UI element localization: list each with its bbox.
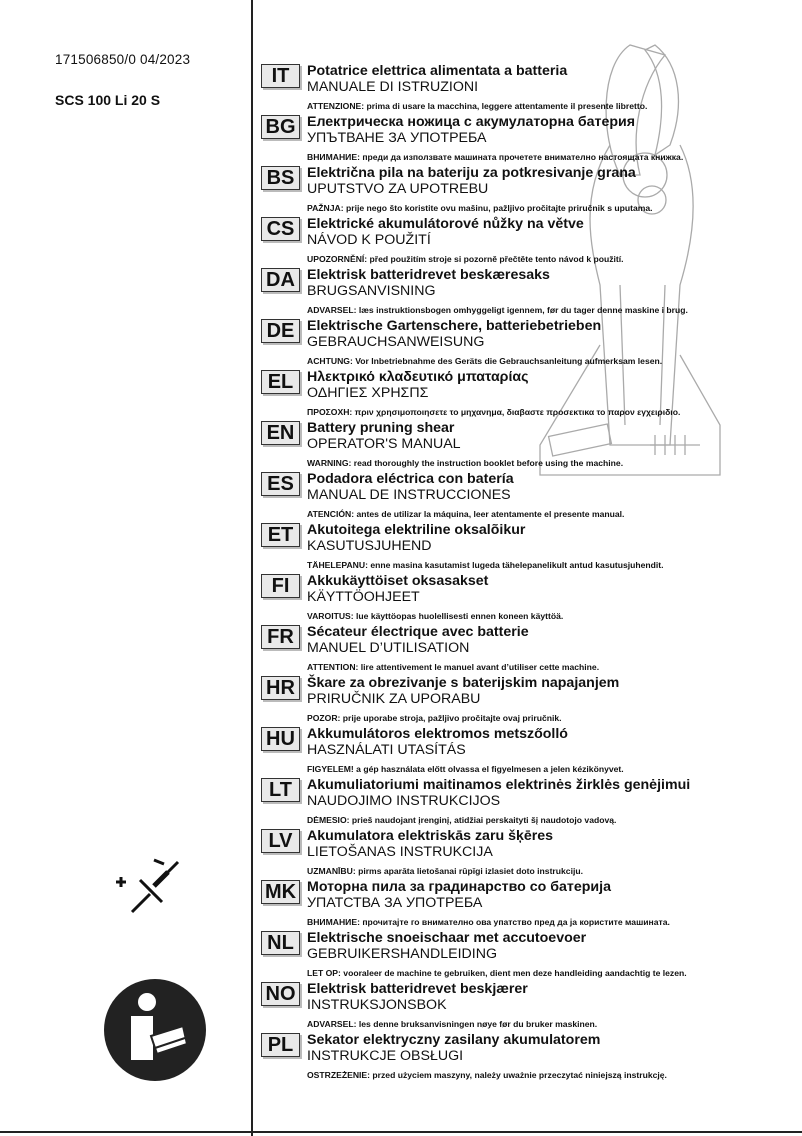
product-title: Akkumulátoros elektromos metszőolló (307, 726, 568, 742)
language-block-no (261, 980, 741, 1030)
manual-subtitle: УПАТСТВА ЗА УПОТРЕБА (307, 895, 483, 911)
product-title: Battery pruning shear (307, 420, 455, 436)
warning-text: TÄHELEPANU: enne masina kasutamist lugeda tähelepanelikult antud kasutusjuhendit. (307, 560, 664, 570)
manual-subtitle: УПЪТВАНЕ ЗА УПОТРЕБА (307, 130, 487, 146)
language-block-lt (261, 776, 741, 826)
language-code-badge: MK (261, 880, 300, 904)
language-code-badge: BG (261, 115, 300, 139)
language-code-badge: ES (261, 472, 300, 496)
manual-subtitle: NÁVOD K POUŽITÍ (307, 232, 431, 248)
language-block-it (261, 62, 741, 112)
warning-text: ACHTUNG: Vor Inbetriebnahme des Geräts die Gebrauchsanleitung aufmerksam lesen. (307, 356, 663, 366)
manual-subtitle: UPUTSTVO ZA UPOTREBU (307, 181, 489, 197)
product-title: Električna pila na bateriju za potkresivanje grana (307, 165, 636, 181)
language-code-badge: PL (261, 1033, 300, 1057)
language-block-en (261, 419, 741, 469)
manual-subtitle: BRUGSANVISNING (307, 283, 436, 299)
manual-subtitle: KÄYTTÖOHJEET (307, 589, 420, 605)
product-title: Моторна пила за градинарство со батерија (307, 879, 611, 895)
manual-subtitle: MANUALE DI ISTRUZIONI (307, 79, 479, 95)
warning-text: ATTENZIONE: prima di usare la macchina, leggere attentamente il presente libretto. (307, 101, 648, 111)
language-code-badge: IT (261, 64, 300, 88)
language-block-de (261, 317, 741, 367)
warning-text: UPOZORNĚNÍ: před použitím stroje si pozorně přečtěte tento návod k použití. (307, 254, 624, 264)
language-block-hu (261, 725, 741, 775)
language-block-da (261, 266, 741, 316)
product-title: Ηλεκτρικό κλαδευτικό μπαταρίας (307, 369, 529, 385)
manual-subtitle: OPERATOR'S MANUAL (307, 436, 461, 452)
language-block-bs (261, 164, 741, 214)
language-block-el (261, 368, 741, 418)
product-title: Akutoitega elektriline oksalõikur (307, 522, 526, 538)
product-title: Електрическа ножица с акумулаторна батерия (307, 114, 636, 130)
warning-text: ATENCIÓN: antes de utilizar la máquina, leer atentamente el presente manual. (307, 509, 625, 519)
language-code-badge: DA (261, 268, 300, 292)
language-block-cs (261, 215, 741, 265)
language-code-badge: HU (261, 727, 300, 751)
warning-text: POZOR: prije uporabe stroja, pažljivo pročitajte ovaj priručnik. (307, 713, 562, 723)
product-title: Elektrisk batteridrevet beskjærer (307, 981, 528, 997)
warning-text: ВНИМАНИЕ: преди да използвате машината прочетете внимателно настоящата книжка. (307, 152, 684, 162)
language-code-badge: LT (261, 778, 300, 802)
document-code: 171506850/0 04/2023 (55, 52, 191, 67)
warning-text: ADVARSEL: læs instruktionsbogen omhyggeligt igennem, før du tager denne maskine i brug. (307, 305, 688, 315)
model-name: SCS 100 Li 20 S (55, 92, 161, 108)
product-title: Elektrisk batteridrevet beskæresaks (307, 267, 550, 283)
language-block-hr (261, 674, 741, 724)
manual-subtitle: NAUDOJIMO INSTRUKCIJOS (307, 793, 501, 809)
warning-text: ATTENTION: lire attentivement le manuel avant d’utiliser cette machine. (307, 662, 600, 672)
language-code-badge: CS (261, 217, 300, 241)
language-block-bg (261, 113, 741, 163)
language-block-lv (261, 827, 741, 877)
manual-subtitle: HASZNÁLATI UTASÍTÁS (307, 742, 466, 758)
read-manual-icon (103, 978, 207, 1082)
language-code-badge: DE (261, 319, 300, 343)
language-block-fi (261, 572, 741, 622)
manual-subtitle: KASUTUSJUHEND (307, 538, 432, 554)
language-code-badge: NL (261, 931, 300, 955)
language-block-mk (261, 878, 741, 928)
language-block-pl (261, 1031, 741, 1081)
product-title: Elektrische Gartenschere, batteriebetrieben (307, 318, 602, 334)
language-code-badge: BS (261, 166, 300, 190)
manual-subtitle: MANUAL DE INSTRUCCIONES (307, 487, 511, 503)
language-code-badge: FR (261, 625, 300, 649)
warning-text: WARNING: read thoroughly the instruction booklet before using the machine. (307, 458, 624, 468)
product-title: Elektrische snoeischaar met accutoevoer (307, 930, 587, 946)
product-title: Akkukäyttöiset oksasakset (307, 573, 489, 589)
language-code-badge: EN (261, 421, 300, 445)
warning-text: ВНИМАНИЕ: прочитајте го внимателно ова упатство пред да ја користите машината. (307, 917, 670, 927)
manual-subtitle: LIETOŠANAS INSTRUKCIJA (307, 844, 493, 860)
warning-text: ΠΡΟΣΟΧΗ: πριν χρησιμοποιησετε το μηχανημα, διαβαστε προσεκτικα το παρον εγχειριδιο. (307, 407, 681, 417)
product-title: Sécateur électrique avec batterie (307, 624, 529, 640)
language-code-badge: ET (261, 523, 300, 547)
warning-text: ADVARSEL: les denne bruksanvisningen nøye før du bruker maskinen. (307, 1019, 598, 1029)
language-code-badge: NO (261, 982, 300, 1006)
product-title: Elektrické akumulátorové nůžky na větve (307, 216, 584, 232)
manual-subtitle: INSTRUKSJONSBOK (307, 997, 447, 1013)
language-block-es (261, 470, 741, 520)
manual-subtitle: MANUEL D’UTILISATION (307, 640, 470, 656)
warning-text: VAROITUS: lue käyttöopas huolellisesti ennen koneen käyttöä. (307, 611, 564, 621)
product-title: Podadora eléctrica con batería (307, 471, 514, 487)
language-code-badge: EL (261, 370, 300, 394)
product-title: Akumulatora elektriskās zaru šķēres (307, 828, 554, 844)
product-title: Akumuliatoriumi maitinamos elektrinės žirklės genėjimui (307, 777, 691, 793)
warning-text: OSTRZEŻENIE: przed użyciem maszyny, należy uważnie przeczytać niniejszą instrukcję. (307, 1070, 667, 1080)
language-block-nl (261, 929, 741, 979)
language-code-badge: FI (261, 574, 300, 598)
warning-text: DĖMESIO: prieš naudojant įrenginį, atidžiai perskaityti šį naudotojo vadovą. (307, 815, 617, 825)
product-title: Potatrice elettrica alimentata a batteria (307, 63, 568, 79)
warning-text: FIGYELEM! a gép használata előtt olvassa el figyelmesen a jelen kézikönyvet. (307, 764, 624, 774)
bottom-divider (0, 1131, 802, 1133)
product-title: Sekator elektryczny zasilany akumulatorem (307, 1032, 601, 1048)
manual-subtitle: ΟΔΗΓΙΕΣ ΧΡΗΣΠΣ (307, 385, 429, 401)
language-code-badge: LV (261, 829, 300, 853)
manual-subtitle: GEBRUIKERSHANDLEIDING (307, 946, 497, 962)
battery-symbol-icon (110, 850, 190, 920)
product-title: Škare za obrezivanje s baterijskim napajanjem (307, 675, 620, 691)
language-code-badge: HR (261, 676, 300, 700)
manual-subtitle: PRIRUČNIK ZA UPORABU (307, 691, 481, 707)
manual-subtitle: GEBRAUCHSANWEISUNG (307, 334, 485, 350)
warning-text: UZMANĪBU: pirms aparāta lietošanai rūpīgi izlasiet doto instrukciju. (307, 866, 583, 876)
vertical-divider (251, 0, 253, 1136)
warning-text: LET OP: vooraleer de machine te gebruiken, dient men deze handleiding aandachtig te lezen. (307, 968, 687, 978)
manual-subtitle: INSTRUKCJE OBSŁUGI (307, 1048, 464, 1064)
language-block-et (261, 521, 741, 571)
warning-text: PAŽNJA: prije nego što koristite ovu mašinu, pažljivo pročitajte priručnik s uputama. (307, 203, 653, 213)
language-block-fr (261, 623, 741, 673)
